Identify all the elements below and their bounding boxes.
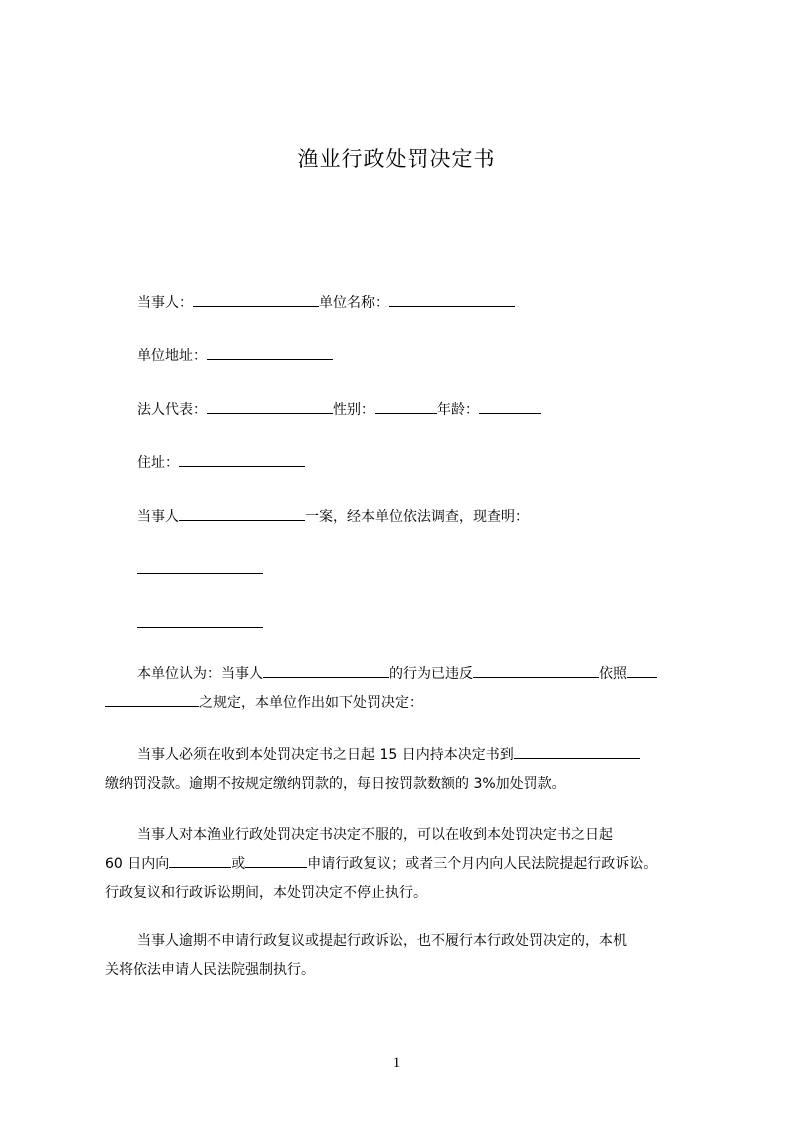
enforce-text-a: 当事人逾期不申请行政复议或提起行政诉讼，也不履行本行政处罚决定的，本机 [137,933,627,949]
payment-place-blank[interactable] [514,744,640,759]
decision-text-a: 本单位认为：当事人 [137,666,263,682]
decision-text-d: 之规定，本单位作出如下处罚决定： [199,695,423,711]
address-blank[interactable] [179,452,305,467]
appeal-text-d: 申请行政复议；或者三个月内向人民法院提起行政诉讼。 [307,856,658,872]
gender-label: 性别： [333,402,375,418]
finding-blank-row-2 [137,613,263,633]
payment-text-b: 缴纳罚没款。逾期不按规定缴纳罚款的，每日按罚款数额的 3%加处罚款。 [105,776,566,792]
appeal-text-e: 行政复议和行政诉讼期间，本处罚决定不停止执行。 [105,885,427,901]
case-row [137,506,529,526]
age-label: 年龄： [437,402,479,418]
finding-blank-1[interactable] [137,559,263,574]
gender-blank[interactable] [375,399,437,414]
party-label: 当事人： [137,295,193,311]
case-blank[interactable] [179,506,305,521]
basis-blank-start[interactable] [627,663,657,678]
appeal-text-b: 60 日内向 [105,856,170,872]
unit-name-label: 单位名称： [319,295,389,311]
party-blank[interactable] [193,292,319,307]
finding-blank-row-1 [137,559,263,579]
case-prefix: 当事人 [137,509,179,525]
legal-rep-row [137,399,541,419]
violator-blank[interactable] [263,663,389,678]
page-number: 1 [392,1055,401,1071]
review-body-blank-1[interactable] [169,853,231,868]
appeal-paragraph [105,821,701,908]
unit-address-label: 单位地址： [137,348,207,364]
violated-law-blank[interactable] [473,663,599,678]
decision-paragraph [105,660,701,718]
basis-blank-end[interactable] [105,692,199,707]
unit-address-blank[interactable] [207,345,333,360]
appeal-text-c: 或 [231,856,246,872]
payment-text-a: 当事人必须在收到本处罚决定书之日起 15 日内持本决定书到 [137,747,514,763]
payment-paragraph [105,741,701,799]
finding-blank-2[interactable] [137,613,263,628]
unit-name-blank[interactable] [389,292,515,307]
decision-text-c: 依照 [599,666,627,682]
legal-rep-label: 法人代表： [137,402,207,418]
address-row [137,452,305,472]
address-label: 住址： [137,455,179,471]
enforce-paragraph [105,927,701,985]
legal-rep-blank[interactable] [207,399,333,414]
party-row [137,292,515,312]
age-blank[interactable] [479,399,541,414]
unit-address-row [137,345,333,365]
decision-text-b: 的行为已违反 [389,666,473,682]
enforce-text-b: 关将依法申请人民法院强制执行。 [105,962,315,978]
appeal-text-a: 当事人对本渔业行政处罚决定书决定不服的，可以在收到本处罚决定书之日起 [137,827,613,843]
case-suffix: 一案，经本单位依法调查，现查明： [305,509,529,525]
review-body-blank-2[interactable] [245,853,307,868]
document-title: 渔业行政处罚决定书 [297,147,496,171]
